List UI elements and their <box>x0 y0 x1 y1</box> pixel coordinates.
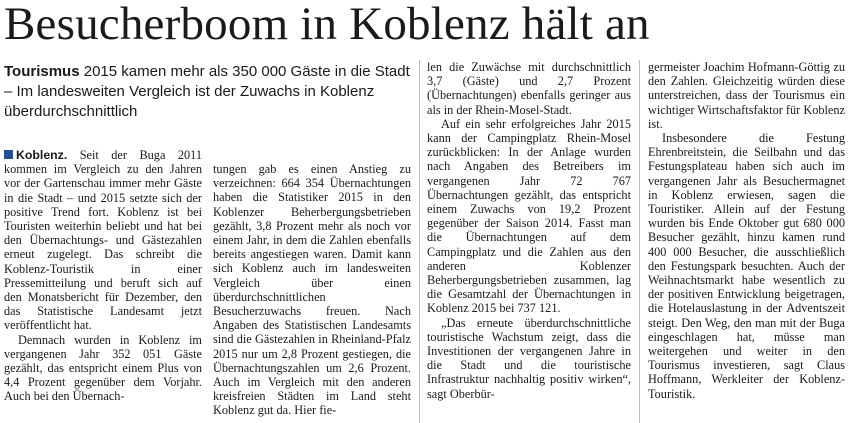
headline: Besucherboom in Koblenz hält an <box>4 0 650 50</box>
col1-paragraph-1 <box>4 148 202 333</box>
lead-paragraph <box>4 62 412 122</box>
column-4 <box>648 60 845 401</box>
col3-paragraph-2: Auf ein sehr erfolgreiches Jahr 2015 kann der Campingplatz Rhein-Mosel zurückblicken: In der Anlage wurden nach Angaben des Betreibers im vergangenen Jahr 72 767 Übernachtungen gezählt, das entspricht einem Zuwachs von 19,2 Prozent gegenüber der Saison 2014. Fasst man die Übernachtungen auf dem Campingplatz und die Zahlen aus den anderen Koblenzer Beherbergungsbetrieben zusammen, lag die Gesamtzahl der Übernachtungen in Koblenz 2015 bei 737 121. <box>427 116 631 316</box>
column-1 <box>4 148 202 404</box>
col3-paragraph-1: len die Zuwächse mit durchschnittlich 3,7 (Gäste) und 2,7 Prozent (Übernachtungen) ebenfalls geringer aus als in der Rhein-Mosel-Stadt. <box>427 60 631 117</box>
column-divider <box>419 60 420 423</box>
column-2 <box>213 162 411 418</box>
dateline: Koblenz. <box>16 148 68 162</box>
kicker: Tourismus <box>4 63 80 80</box>
column-3 <box>427 60 631 401</box>
column-divider <box>639 60 640 423</box>
lead-text: 2015 kamen mehr als 350 000 Gäste in die Stadt – Im landesweiten Vergleich ist der Zuwachs in Koblenz überdurchschnittlich <box>4 63 410 120</box>
col4-paragraph-1: germeister Joachim Hofmann-Göttig zu den Zahlen. Gleichzeitig würden diese unterstreichen, dass der Tourismus ein wichtiger Wirtschaftsfaktor für Koblenz ist. <box>648 60 845 131</box>
col4-paragraph-2: Insbesondere die Festung Ehrenbreitstein, die Seilbahn und das Festungsplateau haben sich auch im vergangenen Jahr als Besuchermagnet in Koblenz erwiesen, sagen die Touristiker. Allein auf der Festung wurden bis Ende Oktober gut 680 000 Besucher gezählt, hinzu kamen rund 400 000 Besucher, die ausschließlich den Festungspark besuchten. Auch der Weihnachtsmarkt habe wesentlich zu der positiven Entwicklung beigetragen, die Hotelauslastung in der Adventszeit steigt. Den Weg, den man mit der Buga eingeschlagen hat, müsse man weitergehen und weiter in den Tourismus investieren, sagt Claus Hoffmann, Werkleiter der Koblenz-Touristik. <box>648 131 845 401</box>
col1-p1-text: Seit der Buga 2011 kommen im Vergleich zu den Jahren vor der Gartenschau immer mehr Gäste in die Stadt – und 2015 setzte sich der positive Trend fort. Koblenz ist bei Touristen weiterhin beliebt und hat bei den Übernachtungs- und Gästezahlen erneut zugelegt. Das schreibt die Koblenz-Touristik in einer Pressemitteilung und beruft sich auf den Monatsbericht für Dezember, den das Statistische Landesamt jetzt veröffentlicht hat. <box>4 148 202 333</box>
col2-paragraph-1: tungen gab es einen Anstieg zu verzeichnen: 664 354 Übernachtungen haben die Statistiker 2015 in den Koblenzer Beherbergungsbetrieben gezählt, 3,8 Prozent mehr als noch vor einem Jahr, in dem die Zahlen ebenfalls bereits angestiegen waren. Damit kann sich Koblenz auch im landesweiten Vergleich über einen überdurchschnittlichen Besucherzuwachs freuen. Nach Angaben des Statistischen Landesamts sind die Gästezahlen in Rheinland-Pfalz 2015 nur um 2,8 Prozent gestiegen, die Übernachtungszahlen um 2,6 Prozent. Auch im Vergleich mit den anderen kreisfreien Städten im Land steht Koblenz gut da. Hier fie- <box>213 162 411 418</box>
section-marker-icon <box>4 150 13 159</box>
col3-paragraph-3: „Das erneute überdurchschnittliche touristische Wachstum zeigt, dass die Investitionen der vergangenen Jahre in die Stadt und die touristische Infrastruktur nachhaltig positiv wirken“, sagt Oberbür- <box>427 315 631 401</box>
col1-paragraph-2: Demnach wurden in Koblenz im vergangenen Jahr 352 051 Gäste gezählt, das entspricht einem Plus von 4,4 Prozent gegenüber dem Vorjahr. Auch bei den Übernach- <box>4 332 202 404</box>
